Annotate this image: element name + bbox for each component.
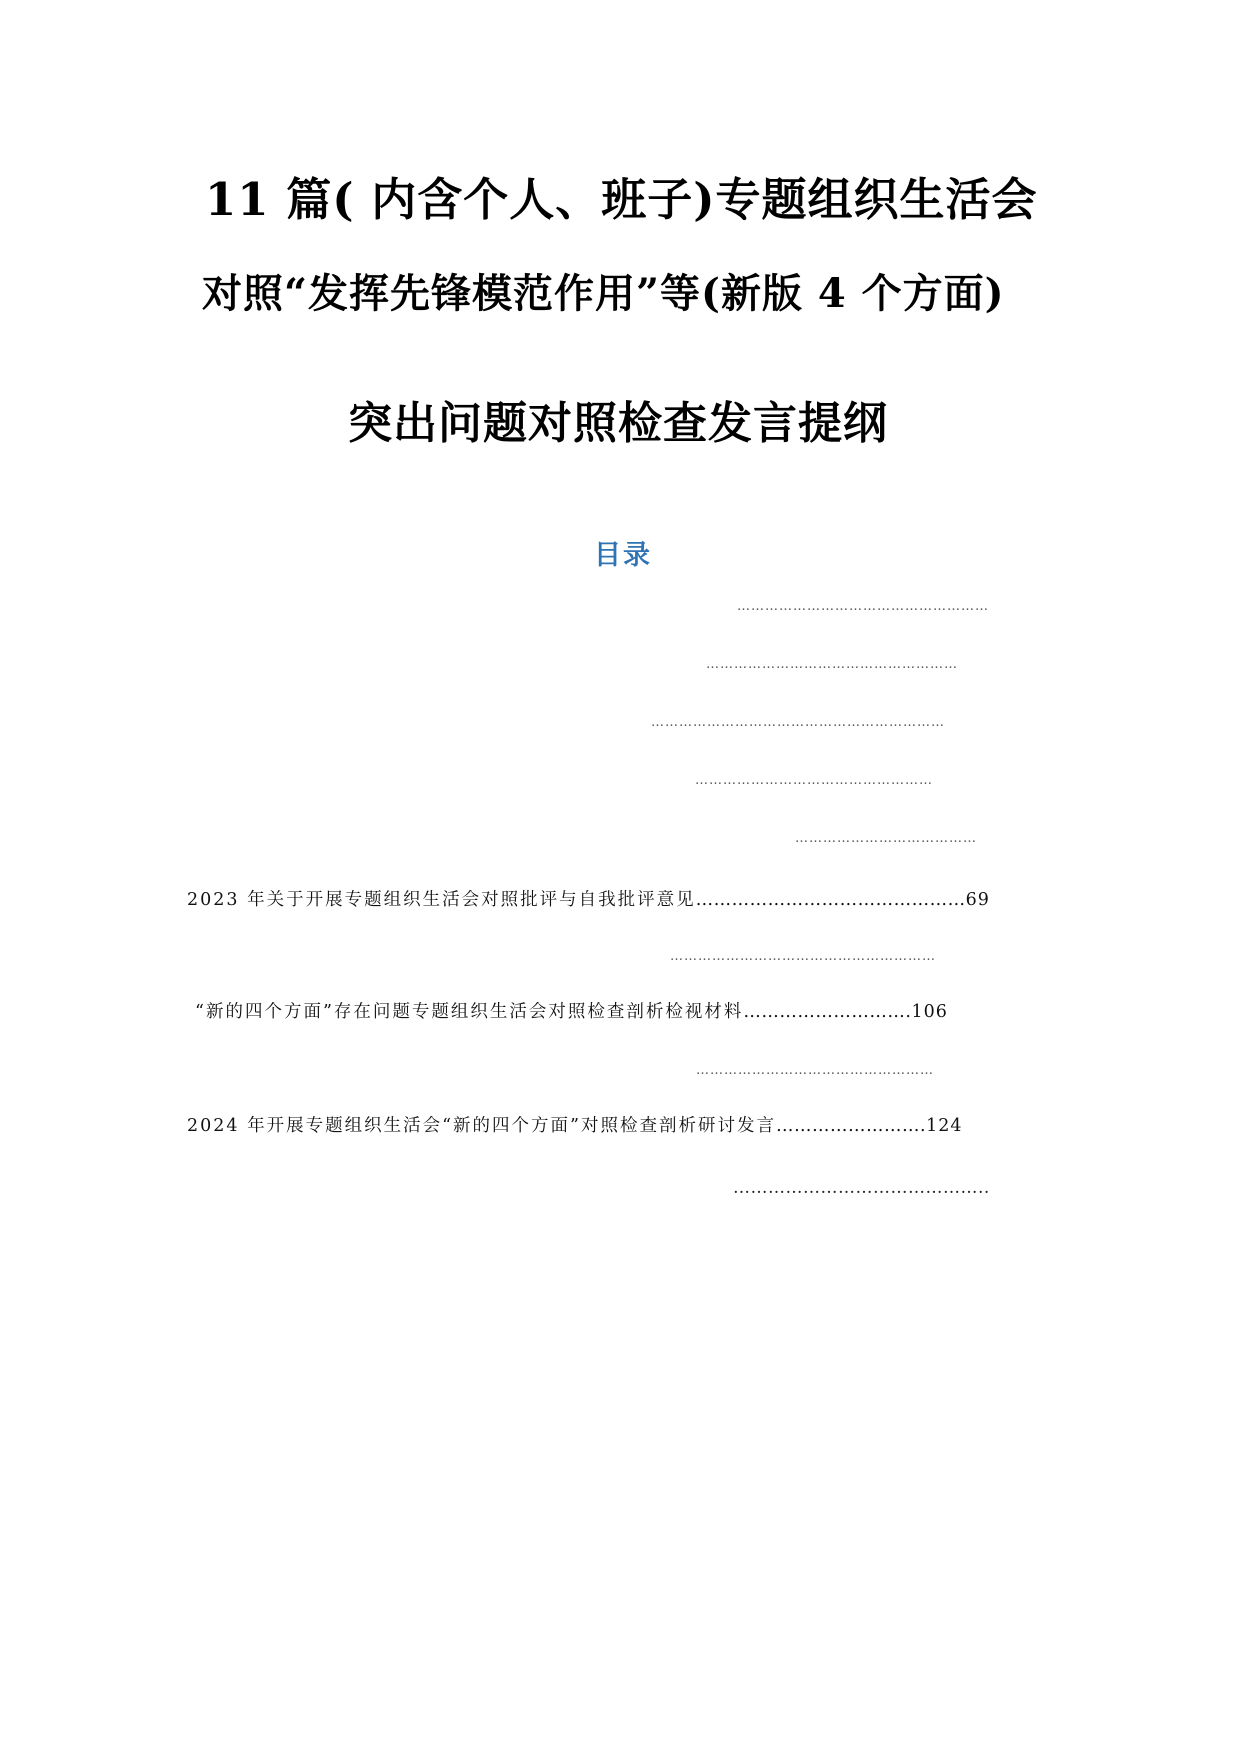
toc-dot-leader: ………………………………… — [795, 831, 977, 846]
toc-entry[interactable] — [187, 888, 990, 912]
toc-entry-leader: ……………………. — [776, 1116, 927, 1136]
toc-entry-title: 2024 年开展专题组织生活会“新的四个方面”对照检查剖析研讨发言 — [187, 1116, 776, 1136]
toc-entry[interactable] — [195, 1000, 948, 1024]
document-title-line-1: 11 篇( 内含个人、班子)专题组织生活会 — [205, 173, 1038, 226]
toc-entry-page: 106 — [911, 1002, 948, 1022]
document-title-line-3: 突出问题对照检查发言提纲 — [348, 398, 888, 449]
toc-dot-leader: ……………………………………………………… — [651, 715, 945, 730]
toc-entry-title: 2023 年关于开展专题组织生活会对照批评与自我批评意见 — [187, 890, 696, 910]
toc-entry[interactable] — [187, 1114, 962, 1138]
toc-entry-title: “新的四个方面”存在问题专题组织生活会对照检查剖析检视材料 — [195, 1002, 744, 1022]
toc-heading: 目录 — [594, 540, 652, 571]
document-title-line-2: 对照“发挥先锋模范作用”等(新版 4 个方面) — [202, 270, 1005, 317]
toc-dot-leader: …………………………………………… — [695, 773, 933, 788]
toc-entry-leader: ……………………………………… — [695, 890, 966, 910]
toc-dot-leader: ………………………………………………… — [670, 949, 936, 964]
toc-entry-leader: ………………………. — [743, 1002, 912, 1022]
toc-dot-leader: ……………………………………………… — [737, 599, 989, 614]
toc-final-dot-leader: …………………………………….. — [733, 1178, 990, 1198]
toc-dot-leader: ……………………………………………… — [706, 657, 958, 672]
toc-dot-leader: …………………………………………… — [696, 1063, 934, 1078]
toc-entry-page: 124 — [926, 1116, 963, 1136]
toc-entry-page: 69 — [965, 890, 990, 910]
